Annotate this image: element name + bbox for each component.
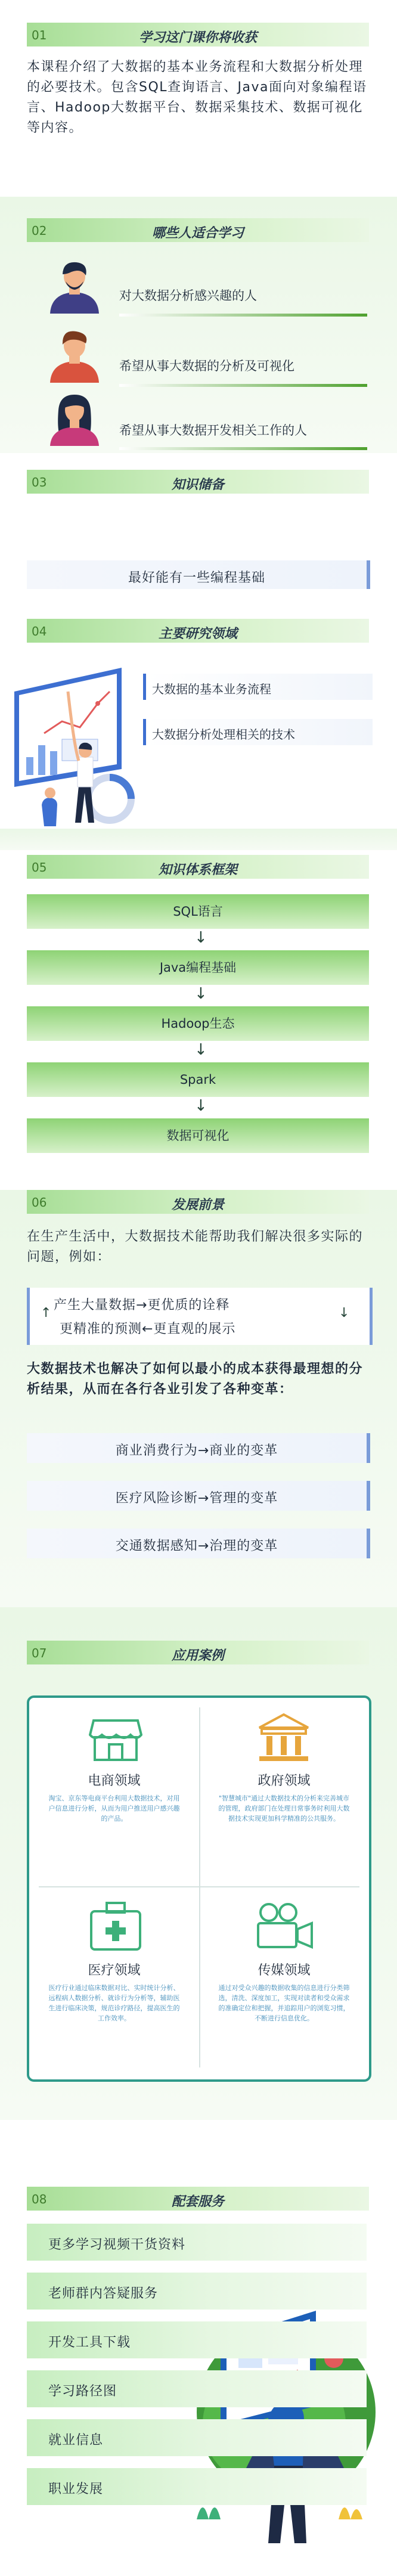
- course-intro-text: 本课程介绍了大数据的基本业务流程和大数据分析处理的必要技术。包含SQL查询语言、Java面向对象编程语言、Hadoop大数据平台、数据采集技术、数据可视化等内容。: [27, 60, 367, 135]
- audience-item: 希望从事大数据开发相关工作的人: [119, 423, 307, 438]
- section-knowledge-framework: [0, 850, 397, 1190]
- down-arrow-icon: ↓: [194, 1041, 207, 1059]
- section-title: 知识体系框架: [158, 863, 237, 878]
- developer-laptop-illustration: [185, 2269, 382, 2567]
- down-arrow-icon: ↓: [194, 985, 207, 1003]
- prospects-paragraph: 大数据技术也解决了如何以最小的成本获得最理想的分析结果，从而在各行各业引发了各种变革：: [27, 1362, 364, 1397]
- framework-step: SQL语言: [27, 894, 369, 929]
- divider: [39, 1886, 359, 1887]
- section-title: 哪些人适合学习: [151, 226, 244, 241]
- video-camera-icon: [255, 1901, 314, 1952]
- woman-avatar-icon: [42, 386, 107, 446]
- prerequisite-text: 最好能有一些编程基础: [128, 571, 265, 585]
- section-header: [27, 23, 369, 47]
- service-item-label: 职业发展: [48, 2482, 104, 2497]
- shop-icon: [89, 1715, 142, 1762]
- section-header: [27, 619, 369, 643]
- down-arrow-icon: ↓: [339, 1306, 350, 1320]
- case-description: 医疗行业通过临床数据对比、实时统计分析、远程病人数据分析、就诊行为分析等，辅助医生进行临床决策，规范诊疗路径，提高医生的工作效率。: [48, 1984, 180, 2022]
- underline-bar: [119, 384, 367, 387]
- case-description: 淘宝、京东等电商平台利用大数据技术，对用户信息进行分析，从而为用户推送用户感兴趣的产品。: [48, 1794, 180, 1822]
- research-item: [143, 719, 373, 745]
- change-item: [27, 1433, 370, 1463]
- case-title: 传媒领域: [258, 1963, 311, 1978]
- case-description: 通过对受众兴趣的数据收集的信息进行分类筛选，清洗、深度加工，实现对读者和受众需求的准确定位和把握，并追踪用户的浏览习惯，不断进行信息优化。: [218, 1984, 350, 2022]
- service-item-label: 就业信息: [48, 2433, 104, 2448]
- research-item: [143, 674, 373, 700]
- section-prerequisites: [0, 453, 397, 632]
- data-cycle-line: 产生大量数据→更优质的诠释: [54, 1298, 230, 1313]
- down-arrow-icon: ↓: [194, 1097, 207, 1115]
- change-item: [27, 1529, 370, 1558]
- framework-step: Hadoop生态: [27, 1006, 369, 1041]
- service-item-label: 学习路径图: [48, 2384, 117, 2399]
- section-number: 07: [32, 1646, 47, 1660]
- case-title: 政府领域: [258, 1774, 311, 1788]
- section-header: [27, 1190, 369, 1214]
- service-item[interactable]: [27, 2370, 367, 2407]
- man-avatar-icon: [42, 323, 107, 383]
- change-item-text: 医疗风险诊断→管理的变革: [115, 1491, 278, 1506]
- government-building-icon: [257, 1712, 311, 1763]
- section-title: 应用案例: [171, 1648, 224, 1663]
- section-gap: [0, 829, 397, 850]
- up-arrow-icon: ↑: [41, 1306, 52, 1320]
- underline-bar: [119, 314, 367, 317]
- audience-item: 希望从事大数据的分析及可视化: [119, 359, 294, 373]
- audience-item: 对大数据分析感兴趣的人: [119, 289, 257, 303]
- section-header: [27, 218, 369, 242]
- service-item[interactable]: [27, 2419, 367, 2456]
- section-title: 发展前景: [171, 1198, 224, 1213]
- section-title: 知识储备: [171, 478, 224, 492]
- framework-step: Spark: [27, 1062, 369, 1097]
- service-item-label: 老师群内答疑服务: [48, 2286, 159, 2301]
- case-description: "智慧城市"通过大数据技术的分析来完善城市的管理，政府部门在处理日常事务时利用大数据技术实现更加科学精准的公共服务。: [218, 1794, 350, 1822]
- section-title: 配套服务: [171, 2194, 224, 2209]
- section-number: 08: [32, 2192, 47, 2206]
- service-item[interactable]: [27, 2273, 367, 2310]
- change-item-text: 商业消费行为→商业的变革: [115, 1443, 278, 1458]
- data-cycle-box: [27, 1288, 373, 1345]
- data-cycle-line: 更精准的预测←更直观的展示: [60, 1322, 236, 1337]
- analyst-chart-illustration: [8, 656, 139, 829]
- section-number: 05: [32, 860, 47, 875]
- service-item[interactable]: [27, 2224, 367, 2261]
- section-header: [27, 470, 369, 494]
- prospects-intro: 在生产生活中，大数据技术能帮助我们解决很多实际的问题，例如：: [27, 1229, 364, 1264]
- section-title: 学习这门课你将收获: [138, 30, 257, 45]
- down-arrow-icon: ↓: [194, 929, 207, 947]
- section-number: 04: [32, 624, 47, 638]
- service-item[interactable]: [27, 2468, 367, 2505]
- change-item: [27, 1481, 370, 1511]
- section-target-audience: [0, 197, 397, 453]
- section-number: 01: [32, 28, 47, 42]
- prerequisite-box: [27, 560, 370, 589]
- medical-kit-icon: [89, 1901, 142, 1952]
- framework-step: Java编程基础: [27, 950, 369, 985]
- service-item-label: 更多学习视频干货资料: [48, 2237, 186, 2252]
- section-header: [27, 1641, 369, 1664]
- service-item-label: 开发工具下载: [48, 2335, 131, 2350]
- framework-step: 数据可视化: [27, 1118, 369, 1153]
- change-item-text: 交通数据感知→治理的变革: [115, 1539, 278, 1554]
- case-title: 电商领域: [88, 1774, 141, 1788]
- underline-bar: [119, 447, 367, 450]
- section-number: 03: [32, 475, 47, 489]
- section-title: 主要研究领域: [158, 627, 237, 641]
- cases-panel: [27, 1695, 371, 2082]
- section-number: 02: [32, 224, 47, 238]
- section-course-gains: [0, 0, 397, 197]
- section-prospects: [0, 1190, 397, 1607]
- section-services: [0, 2120, 397, 2576]
- section-cases: [0, 1607, 397, 2120]
- research-item-text: 大数据的基本业务流程: [152, 682, 271, 696]
- divider: [199, 1707, 200, 2067]
- section-header: [27, 2187, 369, 2211]
- man-avatar-icon: [42, 254, 107, 314]
- service-item[interactable]: [27, 2321, 367, 2358]
- section-research-fields: [0, 614, 397, 829]
- section-header: [27, 855, 369, 879]
- section-number: 06: [32, 1195, 47, 1210]
- research-item-text: 大数据分析处理相关的技术: [152, 727, 295, 742]
- case-title: 医疗领域: [88, 1963, 141, 1978]
